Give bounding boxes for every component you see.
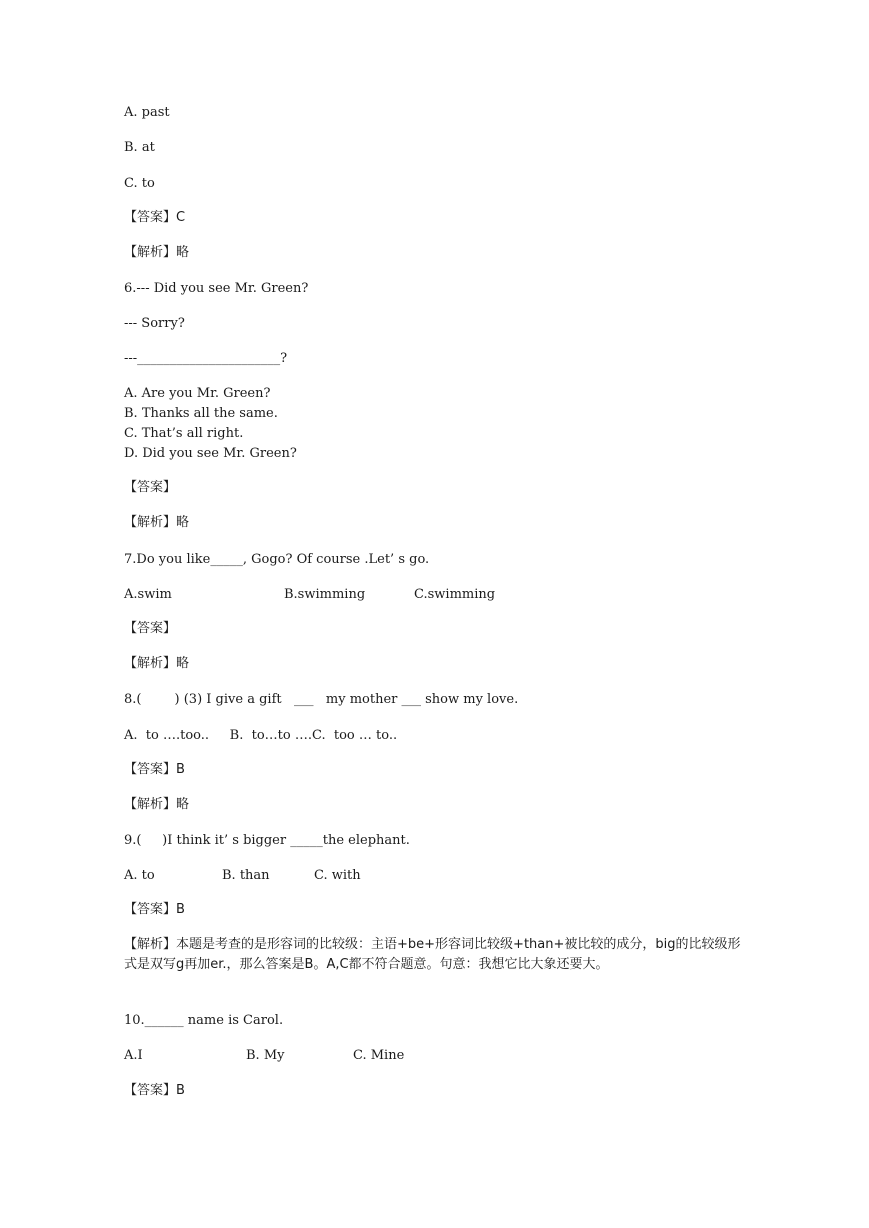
- analysis-label: 【解析】: [124, 797, 177, 812]
- q5-option-b: B. at: [124, 140, 155, 155]
- analysis-label: 【解析】: [124, 937, 177, 952]
- q9-option-a: A. to: [124, 868, 155, 883]
- q5-answer: [124, 209, 185, 227]
- q8-options: A. to ….too.. B. to…to ….C. too … to..: [124, 728, 398, 743]
- q10-answer: [124, 1082, 185, 1100]
- q6-answer: [124, 479, 176, 497]
- q9-analysis: [124, 935, 744, 975]
- q6-line-1: 6.--- Did you see Mr. Green?: [124, 281, 309, 296]
- answer-label: 【答案】: [124, 480, 177, 495]
- answer-value: B: [176, 762, 185, 777]
- answer-label: 【答案】: [124, 621, 177, 636]
- q6-option-b: B. Thanks all the same.: [124, 406, 278, 421]
- q8-analysis: [124, 796, 189, 814]
- q9-stem: 9.( )I think it’ s bigger _____the elephant.: [124, 833, 410, 848]
- q7-options: [124, 586, 495, 604]
- q5-option-c: C. to: [124, 176, 155, 191]
- q6-analysis: [124, 514, 189, 532]
- answer-value: B: [176, 902, 185, 917]
- q10-option-b: B. My: [246, 1048, 285, 1063]
- q9-option-b: B. than: [222, 868, 270, 883]
- analysis-value: 略: [176, 656, 190, 671]
- q7-answer: [124, 620, 176, 638]
- analysis-value: 略: [176, 797, 190, 812]
- q6-option-d: D. Did you see Mr. Green?: [124, 446, 297, 461]
- q10-options: [124, 1047, 404, 1065]
- analysis-label: 【解析】: [124, 245, 177, 260]
- answer-label: 【答案】: [124, 762, 177, 777]
- analysis-value: 略: [176, 515, 190, 530]
- q9-answer: [124, 901, 185, 919]
- analysis-value: 略: [176, 245, 190, 260]
- q5-option-a: A. past: [124, 105, 170, 120]
- analysis-label: 【解析】: [124, 515, 177, 530]
- q5-analysis: [124, 244, 189, 262]
- q7-option-c: C.swimming: [414, 587, 496, 602]
- q10-option-a: A.I: [124, 1048, 143, 1063]
- analysis-label: 【解析】: [124, 656, 177, 671]
- answer-label: 【答案】: [124, 210, 177, 225]
- q8-stem: 8.( ) (3) I give a gift ___ my mother ___ show my love.: [124, 692, 519, 707]
- answer-label: 【答案】: [124, 1083, 177, 1098]
- q7-option-a: A.swim: [124, 587, 172, 602]
- q6-option-a: A. Are you Mr. Green?: [124, 386, 271, 401]
- q7-option-b: B.swimming: [284, 587, 366, 602]
- q7-analysis: [124, 655, 189, 673]
- analysis-value: 本题是考查的是形容词的比较级：主语+be+形容词比较级+than+被比较的成分，big的比较级形式是双写g再加er.，那么答案是B。A,C都不符合题意。句意：我想它比大象还要大。: [124, 937, 741, 972]
- q6-line-3: ---______________________?: [124, 351, 288, 366]
- answer-value: B: [176, 1083, 185, 1098]
- q9-options: [124, 867, 361, 885]
- answer-value: C: [176, 210, 186, 225]
- q6-line-2: --- Sorry?: [124, 316, 185, 331]
- q6-option-c: C. That’s all right.: [124, 426, 244, 441]
- q10-option-c: C. Mine: [353, 1048, 405, 1063]
- answer-label: 【答案】: [124, 902, 177, 917]
- q7-stem: 7.Do you like_____, Gogo? Of course .Let’ s go.: [124, 552, 430, 567]
- q10-stem: 10.______ name is Carol.: [124, 1013, 284, 1028]
- q9-option-c: C. with: [314, 868, 361, 883]
- q8-answer: [124, 761, 185, 779]
